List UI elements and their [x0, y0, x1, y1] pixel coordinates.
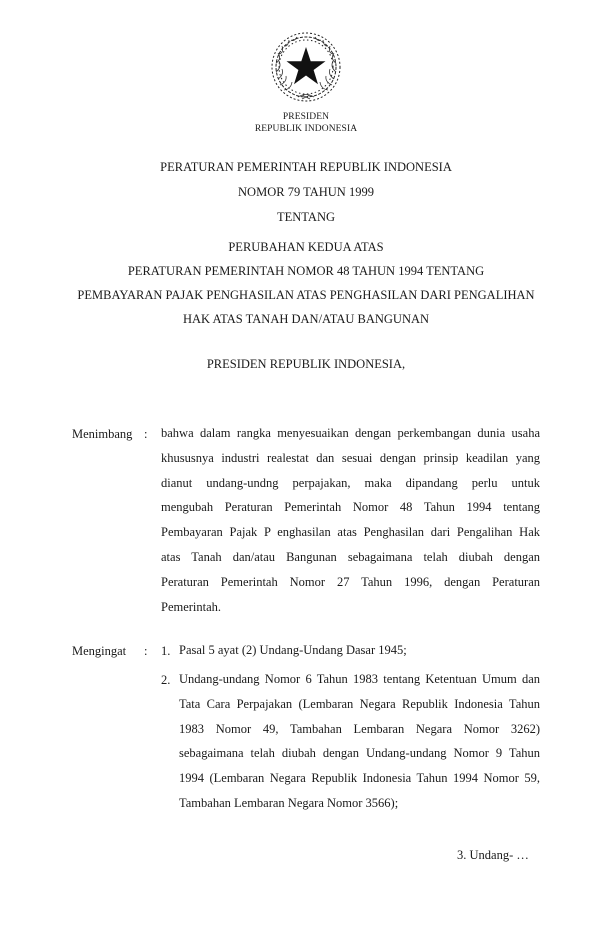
subject-line-2: PERATURAN PEMERINTAH NOMOR 48 TAHUN 1994 TENTANG: [127, 264, 485, 278]
menimbang-label: Menimbang: [72, 427, 133, 441]
regulation-number: NOMOR 79 TAHUN 1999: [238, 185, 374, 199]
menimbang-text: [161, 421, 540, 619]
text-line: Pasal 5 ayat (2) Undang-Undang Dasar 1945;: [179, 643, 407, 657]
menimbang-colon: :: [144, 427, 148, 441]
text-line: Tata Cara Perpajakan (Lembaran Negara Republik Indonesia Tahun: [179, 696, 540, 711]
mengingat-item-1: [179, 638, 540, 663]
text-line: Undang-undang Nomor 6 Tahun 1983 tentang Ketentuan Umum dan: [179, 672, 540, 686]
mengingat-colon: :: [144, 644, 148, 658]
text-line: Peraturan Pemerintah Nomor 27 Tahun 1996, dengan Peraturan: [161, 574, 540, 589]
subject-line-1: PERUBAHAN KEDUA ATAS: [228, 240, 384, 254]
subject-line-3: PEMBAYARAN PAJAK PENGHASILAN ATAS PENGHASILAN DARI PENGALIHAN: [77, 288, 535, 302]
mengingat-item-2: [179, 667, 540, 816]
header-president: PRESIDEN: [282, 112, 330, 122]
text-line: mengubah Peraturan Pemerintah Nomor 48 Tahun 1994 tentang: [161, 500, 540, 515]
item-number: 2.: [161, 673, 171, 687]
regulation-about: TENTANG: [276, 210, 335, 224]
header-republic: REPUBLIK INDONESIA: [254, 124, 358, 134]
item-number: 1.: [161, 644, 171, 658]
text-line: Pemerintah.: [161, 599, 222, 614]
garuda-star-wreath-emblem-icon: [266, 27, 346, 107]
text-line: khususnya industri realestat dan sesuai dengan prinsip keadilan yang: [161, 450, 540, 465]
text-line: sebagaimana telah diubah dengan Undang-undang Nomor 9 Tahun: [179, 746, 540, 761]
text-line: bahwa dalam rangka menyesuaikan dengan perkembangan dunia usaha: [161, 426, 540, 440]
regulation-title: PERATURAN PEMERINTAH REPUBLIK INDONESIA: [160, 160, 452, 174]
subject-line-4: HAK ATAS TANAH DAN/ATAU BANGUNAN: [182, 312, 430, 326]
text-line: Pembayaran Pajak P enghasilan atas Penghasilan dari Pengalihan Hak: [161, 525, 540, 540]
text-line: atas Tanah dan/atau Bangunan sebagaimana telah diubah dengan: [161, 549, 540, 564]
enacting-authority: PRESIDEN REPUBLIK INDONESIA,: [206, 357, 406, 371]
page-continuation: 3. Undang- …: [457, 848, 529, 862]
mengingat-label: Mengingat: [72, 644, 127, 658]
text-line: dianut undang-undng perpajakan, maka dipandang perlu untuk: [161, 475, 540, 490]
text-line: Tambahan Lembaran Negara Nomor 3566);: [179, 795, 399, 810]
text-line: 1994 (Lembaran Negara Republik Indonesia Tahun 1994 Nomor 59,: [179, 771, 540, 786]
text-line: 1983 Nomor 49, Tambahan Lembaran Negara Nomor 3262): [179, 721, 540, 736]
